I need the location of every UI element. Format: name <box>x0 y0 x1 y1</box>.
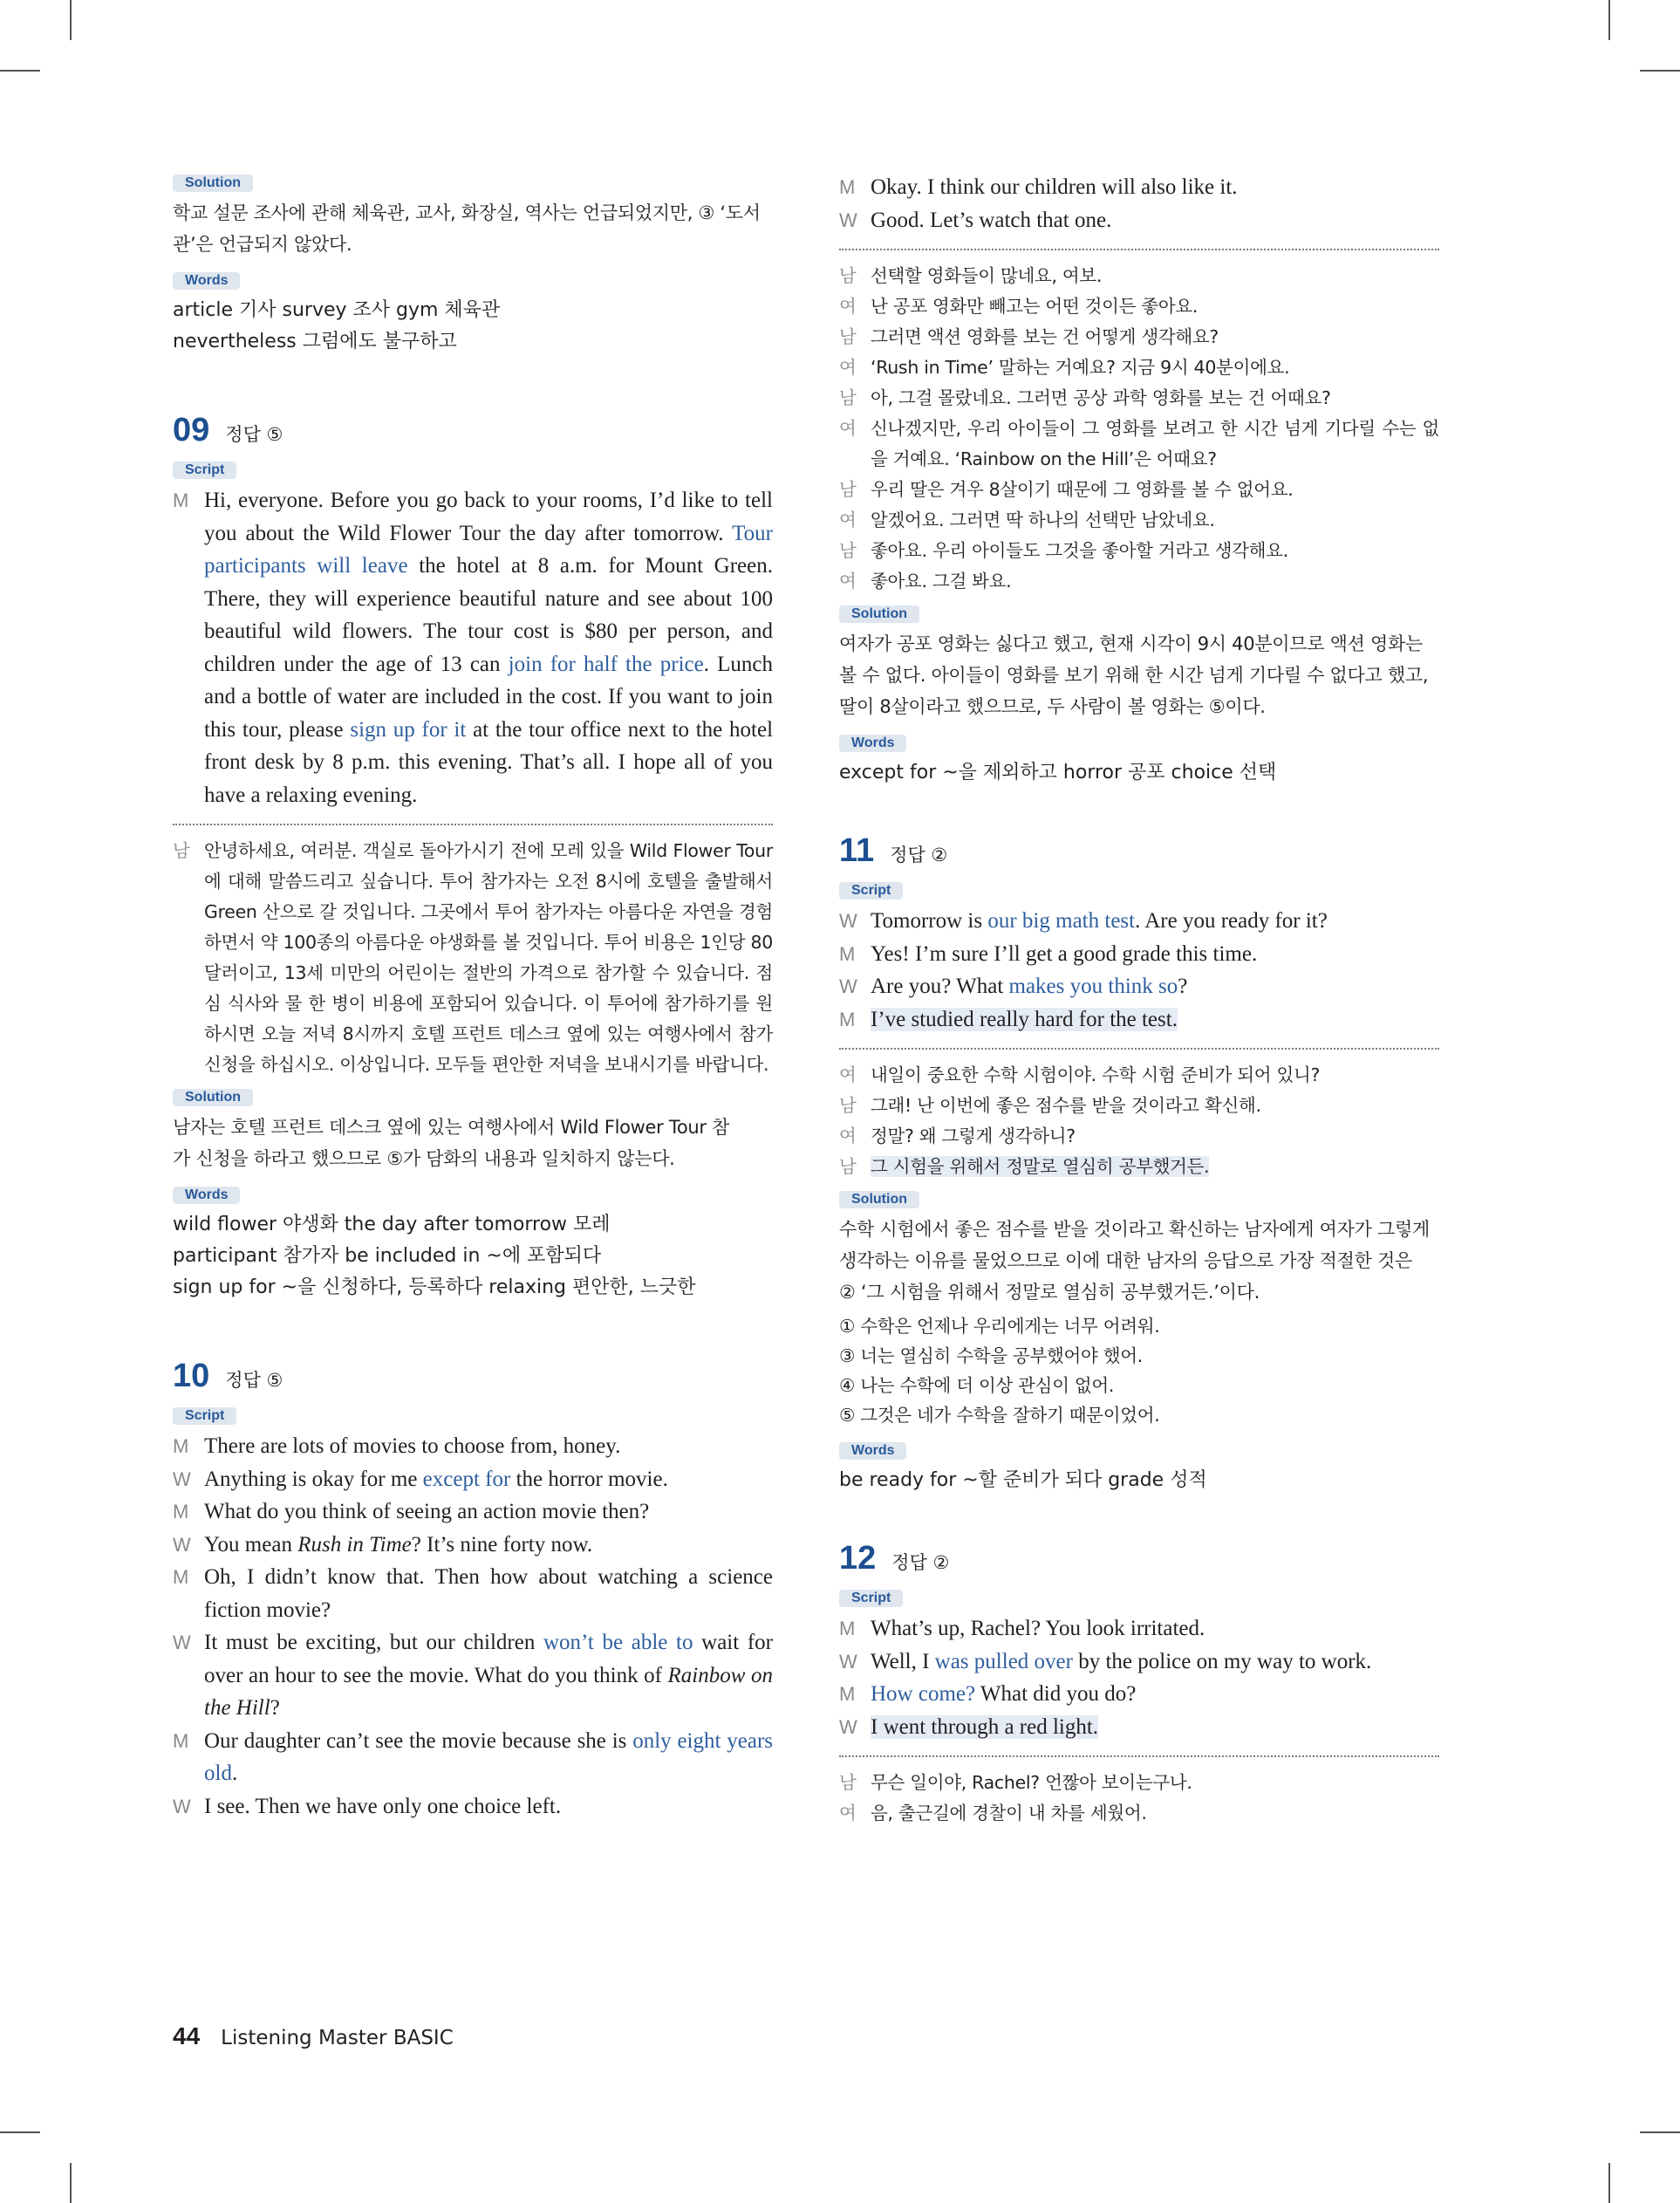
text: Okay. I think our children will also like it. <box>871 175 1238 199</box>
translation-text: 그러면 액션 영화를 보는 건 어떻게 생각해요? <box>871 326 1219 347</box>
speaker-label: M <box>173 1566 189 1588</box>
text: Our daughter can’t see the movie because she is <box>204 1728 633 1753</box>
script-line <box>839 1612 1439 1645</box>
solution-tag: Solution <box>173 174 253 192</box>
translation-text: 우리 딸은 겨우 8살이기 때문에 그 영화를 볼 수 없어요. <box>871 479 1294 500</box>
speaker-label: W <box>173 1795 191 1817</box>
script-line <box>839 1711 1439 1744</box>
text: the hotel at 8 a.m. for Mount Green. There, they will experience beautiful nature and see about 100 beautiful wild flowers. The tour cost is $80 per person, and children under the age of 13 can <box>204 554 773 676</box>
text: Hi, everyone. Before you go back to your rooms, I’d like to tell you about the Wild Flower Tour the day after tomorrow. <box>204 489 773 545</box>
translation-text: 선택할 영화들이 많네요, 여보. <box>871 265 1103 286</box>
speaker-label: W <box>839 1715 857 1738</box>
solution-tag: Solution <box>173 1089 253 1106</box>
script-line <box>839 938 1439 971</box>
page-footer <box>173 2022 454 2050</box>
translation-block <box>839 1060 1439 1182</box>
translation-line <box>839 414 1439 475</box>
crop-mark <box>70 2163 72 2203</box>
text: Anything is okay for me <box>204 1467 423 1491</box>
speaker-label: 남 <box>839 479 857 500</box>
text: . Are you ready for it? <box>1135 909 1328 933</box>
script-text <box>204 1529 773 1562</box>
script-text <box>871 970 1439 1003</box>
script-tag: Script <box>173 462 236 479</box>
blank-phrase: won’t be able to <box>543 1631 693 1654</box>
words-tag: Words <box>839 1442 906 1460</box>
words-line: sign up for ~을 신청하다, 등록하다 relaxing 편안한, 느긋한 <box>173 1276 696 1298</box>
speaker-label: W <box>839 910 857 932</box>
text: I see. Then we have only one choice left. <box>204 1794 562 1818</box>
text: . Lunch and a bottle of water are included in the cost. If you want to join this tour, please <box>204 652 773 742</box>
solution-line: 볼 수 없다. 아이들이 영화를 보기 위해 한 시간 넘게 기다릴 수 없다고 했고, <box>839 665 1429 686</box>
script-line <box>839 1645 1439 1679</box>
words-line: be ready for ~할 준비가 되다 grade 성적 <box>839 1469 1207 1491</box>
speaker-label: 남 <box>839 387 857 408</box>
solution-line: 가 신청을 하라고 했으므로 ⑤가 담화의 내용과 일치하지 않는다. <box>173 1148 675 1169</box>
speaker-label: M <box>839 1008 856 1030</box>
speaker-label: 여 <box>839 296 857 317</box>
speaker-label: 남 <box>173 840 190 861</box>
translation-line <box>839 1091 1439 1121</box>
speaker-label: W <box>173 1533 191 1556</box>
translation-line <box>839 505 1439 536</box>
script-block <box>839 1612 1439 1743</box>
script-line <box>173 1495 773 1529</box>
answer-highlight: 그 시험을 위해서 정말로 열심히 공부했거든. <box>871 1156 1210 1177</box>
script-text <box>204 1626 773 1725</box>
translation-text: 신나겠지만, 우리 아이들이 그 영화를 보려고 한 시간 넘게 기다릴 수는 없을 거예요. ‘Rainbow on the Hill’은 어때요? <box>871 418 1439 469</box>
script-text <box>204 1790 773 1823</box>
script-text <box>204 1561 773 1626</box>
words-line: wild flower 야생화 the day after tomorrow 모레 <box>173 1214 611 1235</box>
solution-line: ② ‘그 시험을 위해서 정말로 열심히 공부했거든.’이다. <box>839 1282 1260 1303</box>
speaker-label: 여 <box>839 357 857 378</box>
script-line <box>173 484 773 811</box>
blank-phrase: sign up for it <box>350 717 467 742</box>
script-text <box>871 1645 1439 1679</box>
speaker-label: 여 <box>839 418 857 439</box>
speaker-label: M <box>173 1729 189 1752</box>
text: ? <box>1178 975 1188 998</box>
translation-line <box>839 1060 1439 1091</box>
translation-line <box>839 1798 1439 1829</box>
words-line: nevertheless 그럼에도 불구하고 <box>173 331 457 352</box>
translation-line <box>839 261 1439 291</box>
dotted-divider <box>173 824 773 825</box>
script-text <box>871 171 1439 204</box>
translation-block <box>839 261 1439 597</box>
speaker-label: W <box>173 1468 191 1490</box>
speaker-label: M <box>839 1683 856 1705</box>
crop-mark <box>0 70 40 72</box>
translation-text: 음, 출근길에 경찰이 내 차를 세웠어. <box>871 1803 1147 1823</box>
words-tag: Words <box>173 272 240 290</box>
translation-text: 내일이 중요한 수학 시험이야. 수학 시험 준비가 되어 있니? <box>871 1064 1321 1085</box>
script-tag: Script <box>839 882 903 900</box>
translation-text: 난 공포 영화만 빼고는 어떤 것이든 좋아요. <box>871 296 1199 317</box>
dotted-divider <box>839 249 1439 250</box>
speaker-label: 남 <box>839 326 857 347</box>
question-number: 11 <box>839 832 875 869</box>
script-line <box>173 1529 773 1562</box>
speaker-label: W <box>839 209 857 231</box>
text: You mean <box>204 1532 298 1556</box>
answer-label: 정답 ⑤ <box>225 424 283 445</box>
translation-block <box>839 1768 1439 1829</box>
script-line <box>173 1430 773 1463</box>
blank-phrase: except for <box>422 1467 511 1491</box>
speaker-label: 여 <box>839 1125 857 1146</box>
blank-phrase: our big math test <box>987 909 1136 933</box>
speaker-label: 여 <box>839 571 857 592</box>
answer-label: 정답 ② <box>891 1552 950 1573</box>
text: ? It’s nine forty now. <box>411 1532 593 1556</box>
solution-tag: Solution <box>839 605 919 623</box>
translation-line <box>173 836 773 1080</box>
script-text <box>204 1495 773 1529</box>
script-line <box>173 1725 773 1790</box>
speaker-label: 남 <box>839 1095 857 1116</box>
speaker-label: W <box>173 1632 191 1653</box>
speaker-label: M <box>173 1501 189 1522</box>
solution-line: 수학 시험에서 좋은 점수를 받을 것이라고 확신하는 남자에게 여자가 그렇게 <box>839 1219 1430 1240</box>
translation-line <box>839 352 1439 383</box>
script-line <box>839 1003 1439 1037</box>
translation-line <box>839 475 1439 505</box>
script-tag: Script <box>173 1407 236 1425</box>
translation-line <box>839 322 1439 352</box>
blank-phrase: join for half the price <box>508 652 704 676</box>
solution-line: 여자가 공포 영화는 싫다고 했고, 현재 시각이 9시 40분이므로 액션 영화는 <box>839 633 1423 654</box>
script-text <box>871 1678 1439 1711</box>
translation-text: 알겠어요. 그러면 딱 하나의 선택만 남았네요. <box>871 510 1215 530</box>
crop-mark <box>1608 2163 1610 2203</box>
text: Tomorrow is <box>871 909 988 933</box>
text: wait for over an hour to see the movie. What do you think of <box>204 1631 773 1687</box>
script-text <box>871 204 1439 237</box>
blank-phrase: Tour participants will leave <box>204 521 773 578</box>
script-line <box>173 1463 773 1496</box>
script-line <box>839 970 1439 1003</box>
script-block <box>839 905 1439 1036</box>
text: Good. Let’s watch that one. <box>871 208 1112 232</box>
speaker-label: 남 <box>839 1772 857 1793</box>
translation-line <box>839 1152 1439 1182</box>
text: It must be exciting, but our children <box>204 1631 543 1654</box>
words-line: except for ~을 제외하고 horror 공포 choice 선택 <box>839 762 1277 783</box>
blank-phrase: only eight years old <box>204 1728 773 1785</box>
words-tag: Words <box>839 735 906 752</box>
question-number: 09 <box>173 412 210 448</box>
speaker-label: M <box>839 942 856 965</box>
script-tag: Script <box>839 1590 903 1607</box>
script-text <box>871 905 1439 938</box>
option-line: ③ 너는 열심히 수학을 공부했어야 했어. <box>839 1345 1143 1366</box>
blank-phrase: makes you think so <box>1008 975 1178 998</box>
book-title: Listening Master BASIC <box>221 2027 454 2049</box>
text: the horror movie. <box>510 1467 668 1491</box>
script-text <box>871 1003 1439 1037</box>
script-line <box>173 1561 773 1626</box>
option-line: ④ 나는 수학에 더 이상 관심이 없어. <box>839 1375 1115 1396</box>
option-line: ① 수학은 언제나 우리에게는 너무 어려워. <box>839 1316 1160 1337</box>
question-header <box>839 832 1439 870</box>
speaker-label: 남 <box>839 1156 857 1177</box>
solution-tag: Solution <box>839 1191 919 1208</box>
speaker-label: M <box>839 1618 856 1639</box>
movie-title: Rush in Time <box>297 1532 412 1556</box>
solution-line: 남자는 호텔 프런트 데스크 옆에 있는 여행사에서 Wild Flower Tour 참 <box>173 1117 730 1138</box>
text: Yes! I’m sure I’ll get a good grade this time. <box>871 941 1258 966</box>
text: There are lots of movies to choose from, honey. <box>204 1434 621 1458</box>
movie-title: Rainbow on the Hill <box>204 1663 773 1720</box>
text: What’s up, Rachel? You look irritated. <box>871 1617 1205 1640</box>
translation-line <box>839 536 1439 566</box>
script-line <box>173 1626 773 1725</box>
crop-mark <box>1608 0 1610 40</box>
script-text <box>204 1463 773 1496</box>
speaker-label: M <box>839 176 856 198</box>
text: Oh, I didn’t know that. Then how about watching a science fiction movie? <box>204 1565 773 1622</box>
script-line <box>839 171 1439 204</box>
text: Are you? What <box>871 975 1009 998</box>
script-text <box>204 1725 773 1790</box>
translation-text: 무슨 일이야, Rachel? 언짢아 보이는구나. <box>871 1772 1192 1793</box>
text: What do you think of seeing an action movie then? <box>204 1500 650 1523</box>
crop-mark <box>1640 70 1680 72</box>
translation-line <box>839 1768 1439 1798</box>
speaker-label: M <box>173 1435 189 1457</box>
question-number: 12 <box>839 1540 877 1577</box>
translation-line <box>839 566 1439 597</box>
question-header <box>173 1358 773 1395</box>
answer-highlight: I’ve studied really hard for the test. <box>871 1007 1178 1031</box>
speaker-label: 여 <box>839 1064 857 1085</box>
crop-mark <box>70 0 72 40</box>
solution-line: 생각하는 이유를 물었으므로 이에 대한 남자의 응답으로 가장 적절한 것은 <box>839 1250 1412 1271</box>
question-header <box>839 1540 1439 1577</box>
translation-text: 아, 그걸 몰랐네요. 그러면 공상 과학 영화를 보는 건 어때요? <box>871 387 1331 408</box>
page-number: 44 <box>173 2022 201 2049</box>
dotted-divider <box>839 1755 1439 1757</box>
script-text <box>871 1612 1439 1645</box>
solution-line: 딸이 8살이라고 했으므로, 두 사람이 볼 영화는 ⑤이다. <box>839 696 1266 717</box>
words-tag: Words <box>173 1187 240 1204</box>
translation-line <box>839 291 1439 322</box>
left-column <box>173 171 773 1823</box>
script-text <box>204 1430 773 1463</box>
translation-text: 좋아요. 그걸 봐요. <box>871 571 1012 592</box>
question-number: 10 <box>173 1358 210 1394</box>
script-text <box>871 1711 1439 1744</box>
blank-phrase: was pulled over <box>934 1649 1073 1673</box>
text: Well, I <box>871 1649 935 1673</box>
speaker-label: W <box>839 975 857 997</box>
answer-label: 정답 ② <box>890 845 948 865</box>
script-block <box>839 171 1439 236</box>
text: . <box>231 1762 238 1785</box>
script-text <box>871 938 1439 971</box>
translation-line <box>839 383 1439 414</box>
dotted-divider <box>839 1048 1439 1050</box>
question-header <box>173 412 773 449</box>
right-column <box>839 171 1439 1829</box>
script-line <box>839 204 1439 237</box>
translation-line <box>839 1121 1439 1152</box>
solution-line: 학교 설문 조사에 관해 체육관, 교사, 화장실, 역사는 언급되었지만, ③ ‘도서 <box>173 202 761 223</box>
speaker-label: 여 <box>839 1803 857 1823</box>
speaker-label: M <box>173 489 189 511</box>
script-line <box>173 1790 773 1823</box>
text: What did you do? <box>975 1682 1137 1706</box>
words-line: article 기사 survey 조사 gym 체육관 <box>173 299 501 321</box>
translation-text <box>871 1152 1439 1182</box>
speaker-label: 남 <box>839 540 857 561</box>
translation-text: 그래! 난 이번에 좋은 점수를 받을 것이라고 확신해. <box>871 1095 1261 1116</box>
script-text <box>204 484 773 811</box>
speaker-label: 남 <box>839 265 857 286</box>
translation-text: 좋아요. 우리 아이들도 그것을 좋아할 거라고 생각해요. <box>871 540 1288 561</box>
option-line: ⑤ 그것은 네가 수학을 잘하기 때문이었어. <box>839 1405 1160 1426</box>
script-line <box>839 1678 1439 1711</box>
answer-label: 정답 ⑤ <box>225 1370 283 1391</box>
text: at the tour office next to the hotel front desk by 8 p.m. this evening. That’s all. I hope all of you have a relaxing evening. <box>204 717 774 807</box>
solution-line: 관’은 언급되지 않았다. <box>173 234 352 255</box>
text: by the police on my way to work. <box>1072 1649 1372 1673</box>
text: ? <box>270 1696 280 1720</box>
translation-text: 정말? 왜 그렇게 생각하니? <box>871 1125 1076 1146</box>
answer-highlight: I went through a red light. <box>871 1714 1099 1739</box>
script-block <box>173 1430 773 1823</box>
speaker-label: W <box>839 1650 857 1673</box>
script-line <box>839 905 1439 938</box>
speaker-label: 여 <box>839 510 857 530</box>
words-line: participant 참가자 be included in ~에 포함되다 <box>173 1245 602 1267</box>
translation-text: 안녕하세요, 여러분. 객실로 돌아가시기 전에 모레 있을 Wild Flower Tour에 대해 말씀드리고 싶습니다. 투어 참가자는 오전 8시에 호텔을 출발해서 Green 산으로 갈 것입니다. 그곳에서 투어 참가자는 아름다운 자연을 경험하면서 약 100종의 아름다운 야생화를 볼 것입니다. 투어 비용은 1인당 80달러이고, 13세 미만의 어린이는 절반의 가격으로 참가할 수 있습니다. 점심 식사와 물 한 병이 비용에 포함되어 있습니다. 이 투어에 참가하기를 원하시면 오늘 저녁 8시까지 호텔 프런트 데스크 옆에 있는 여행사에서 참가 신청을 하십시오. 이상입니다. 모두들 편안한 저녁을 보내시기를 바랍니다. <box>204 840 773 1075</box>
crop-mark <box>1640 2131 1680 2133</box>
crop-mark <box>0 2131 40 2133</box>
blank-phrase: How come? <box>871 1682 976 1706</box>
translation-text: ‘Rush in Time’ 말하는 거예요? 지금 9시 40분이에요. <box>871 357 1290 378</box>
